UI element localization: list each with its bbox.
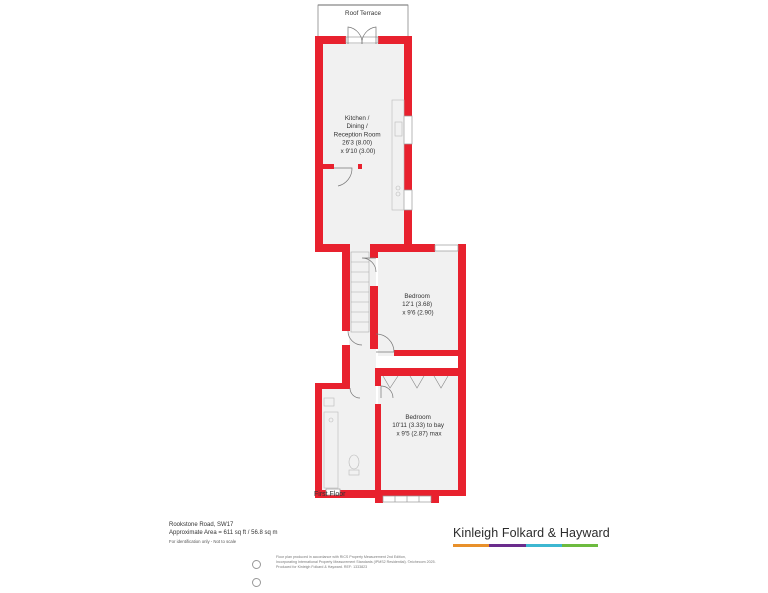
brand-bar-purple <box>489 544 525 547</box>
property-address: Rookstone Road, SW17 <box>169 522 234 528</box>
floor-label: First Floor <box>314 491 346 498</box>
footer-line: Floor plan produced in accordance with RICS Property Measurement 2nd Edition, <box>276 555 406 559</box>
kitchen-label: Kitchen / Dining / Reception Room 26'3 (8.00) x 9'10 (3.00) <box>333 115 381 155</box>
brand-bar-green <box>562 544 598 547</box>
ipms-icon <box>252 578 261 587</box>
brand-bar-blue <box>526 544 562 547</box>
brand-name: Kinleigh Folkard & Hayward <box>453 526 610 540</box>
bedroom-2-label: Bedroom 10'11 (3.33) to bay x 9'5 (2.87) max <box>392 414 445 438</box>
bedroom-1-label: Bedroom 12'1 (3.68) x 9'6 (2.90) <box>402 293 434 317</box>
footer-line: Incorporating International Property Measurement Standards (IPMS2 Residential). ©nichecom 2025. <box>276 560 436 564</box>
brand-bar-orange <box>453 544 489 547</box>
certification-icons <box>252 557 270 573</box>
rics-icon <box>252 560 261 569</box>
property-note: For identification only - Not to scale <box>169 538 237 544</box>
property-area: Approximate Area = 611 sq ft / 56.8 sq m <box>169 530 278 537</box>
footer-line: Produced for Kinleigh Folkard & Hayward. REF: 1333823 <box>276 565 368 569</box>
brand-color-bar <box>453 544 598 547</box>
property-info <box>169 521 277 545</box>
terrace-label: Roof Terrace <box>345 10 381 17</box>
footer-text <box>276 555 436 570</box>
